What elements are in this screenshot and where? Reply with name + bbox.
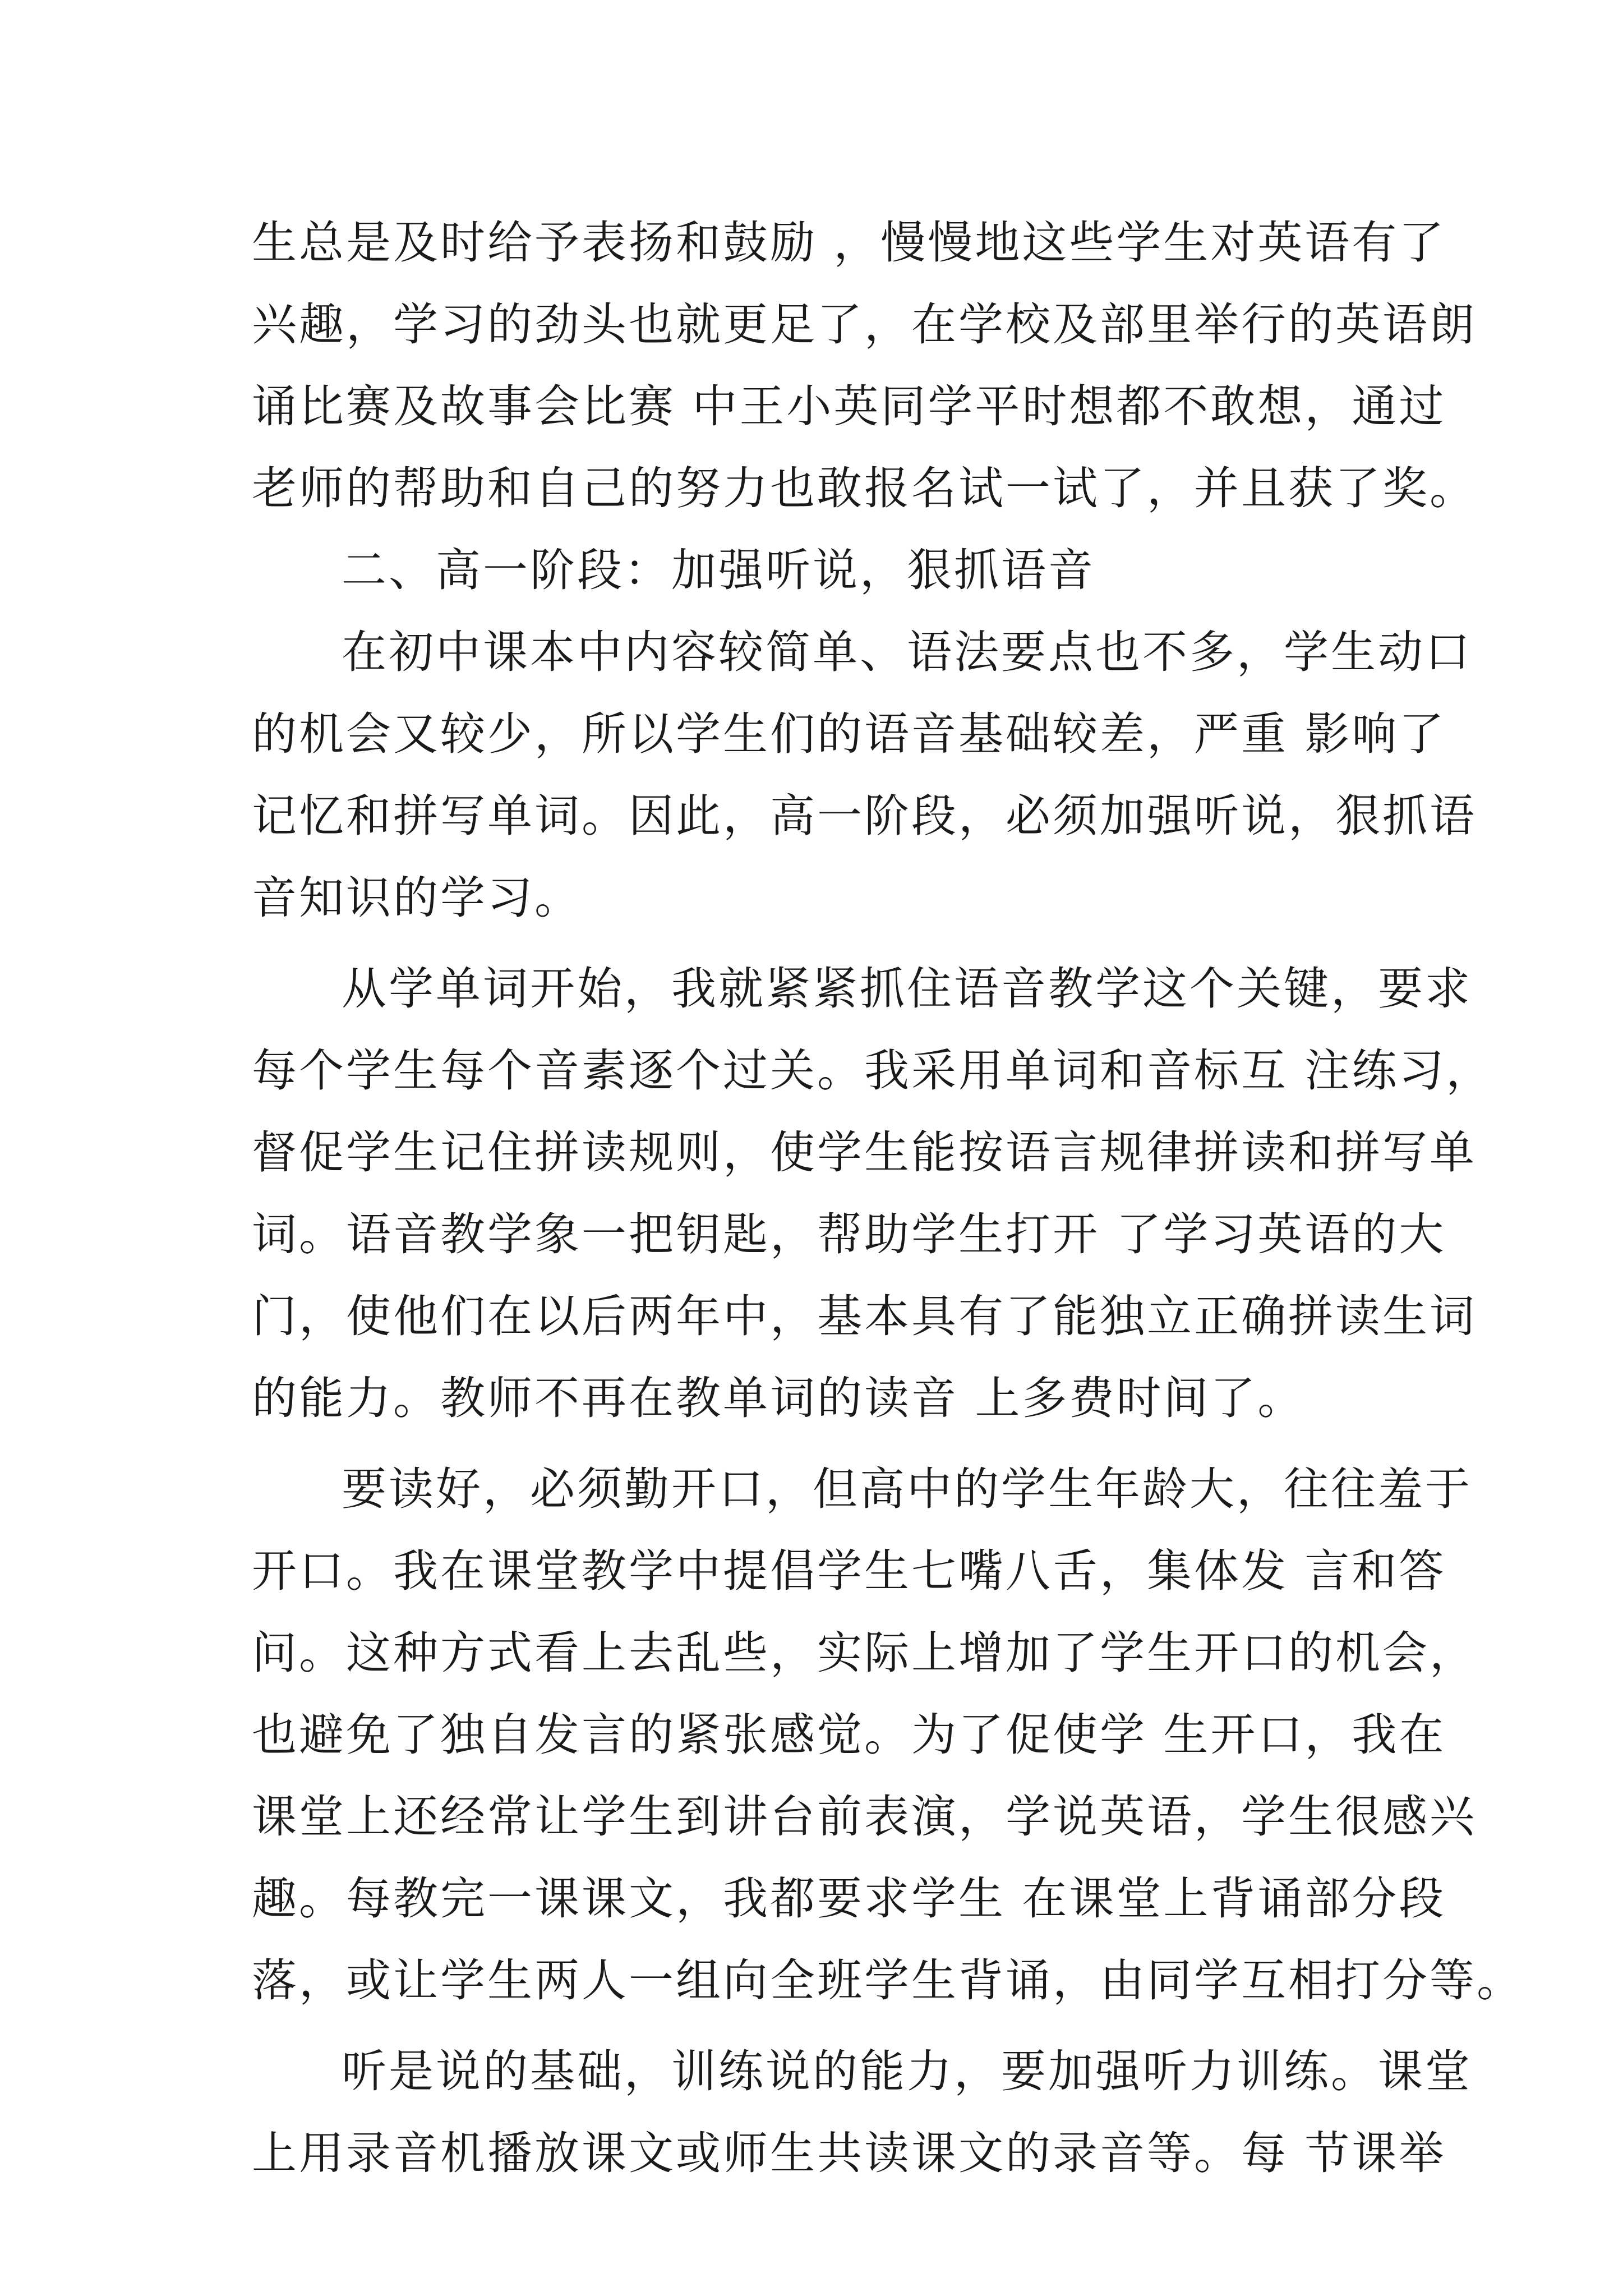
text-line: 也避免了独自发言的紧张感觉。为了促使学 生开口，我在: [252, 1709, 1446, 1761]
text-line: 从学单词开始，我就紧紧抓住语音教学这个关键，要求: [342, 963, 1472, 1015]
text-line: 听是说的基础，训练说的能力，要加强听力训练。课堂: [342, 2045, 1472, 2097]
text-line: 趣。每教完一课课文，我都要求学生 在课堂上背诵部分段: [252, 1872, 1446, 1925]
text-line: 问。这种方式看上去乱些，实际上增加了学生开口的机会，: [252, 1627, 1477, 1679]
text-line: 督促学生记住拼读规则，使学生能按语言规律拼读和拼写单: [252, 1126, 1477, 1179]
text-line: 的机会又较少，所以学生们的语音基础较差，严重 影响了: [252, 708, 1446, 760]
text-line: 门，使他们在以后两年中，基本具有了能独立正确拼读生词: [252, 1290, 1477, 1342]
text-line: 音知识的学习。: [252, 872, 582, 924]
text-line: 兴趣，学习的劲头也就更足了，在学校及部里举行的英语朗: [252, 298, 1477, 351]
text-line: 开口。我在课堂教学中提倡学生七嘴八舌，集体发 言和答: [252, 1545, 1446, 1597]
text-line: 生总是及时给予表扬和鼓励 ，慢慢地这些学生对英语有了: [252, 217, 1446, 269]
text-line: 记忆和拼写单词。因此，高一阶段，必须加强听说，狠抓语: [252, 790, 1477, 842]
section-heading: 二、高一阶段：加强听说，狠抓语音: [342, 544, 1095, 596]
text-line: 要读好，必须勤开口，但高中的学生年龄大，往往羞于: [342, 1463, 1472, 1515]
text-line: 落，或让学生两人一组向全班学生背诵，由同学互相打分等。: [252, 1954, 1524, 2007]
body-text: [252, 202, 1524, 2194]
text-line: 词。语音教学象一把钥匙，帮助学生打开 了学习英语的大: [252, 1208, 1446, 1260]
text-line: 上用录音机播放课文或师生共读课文的录音等。每 节课举: [252, 2127, 1446, 2179]
text-line: 课堂上还经常让学生到讲台前表演，学说英语，学生很感兴: [252, 1791, 1477, 1843]
text-line: 的能力。教师不再在教单词的读音 上多费时间了。: [252, 1372, 1305, 1424]
text-line: 诵比赛及故事会比赛 中王小英同学平时想都不敢想，通过: [252, 380, 1446, 432]
text-line: 老师的帮助和自己的努力也敢报名试一试了，并且获了奖。: [252, 462, 1477, 514]
text-line: 每个学生每个音素逐个过关。我采用单词和音标互 注练习，: [252, 1045, 1493, 1097]
text-line: 在初中课本中内容较简单、语法要点也不多，学生动口: [342, 626, 1472, 678]
